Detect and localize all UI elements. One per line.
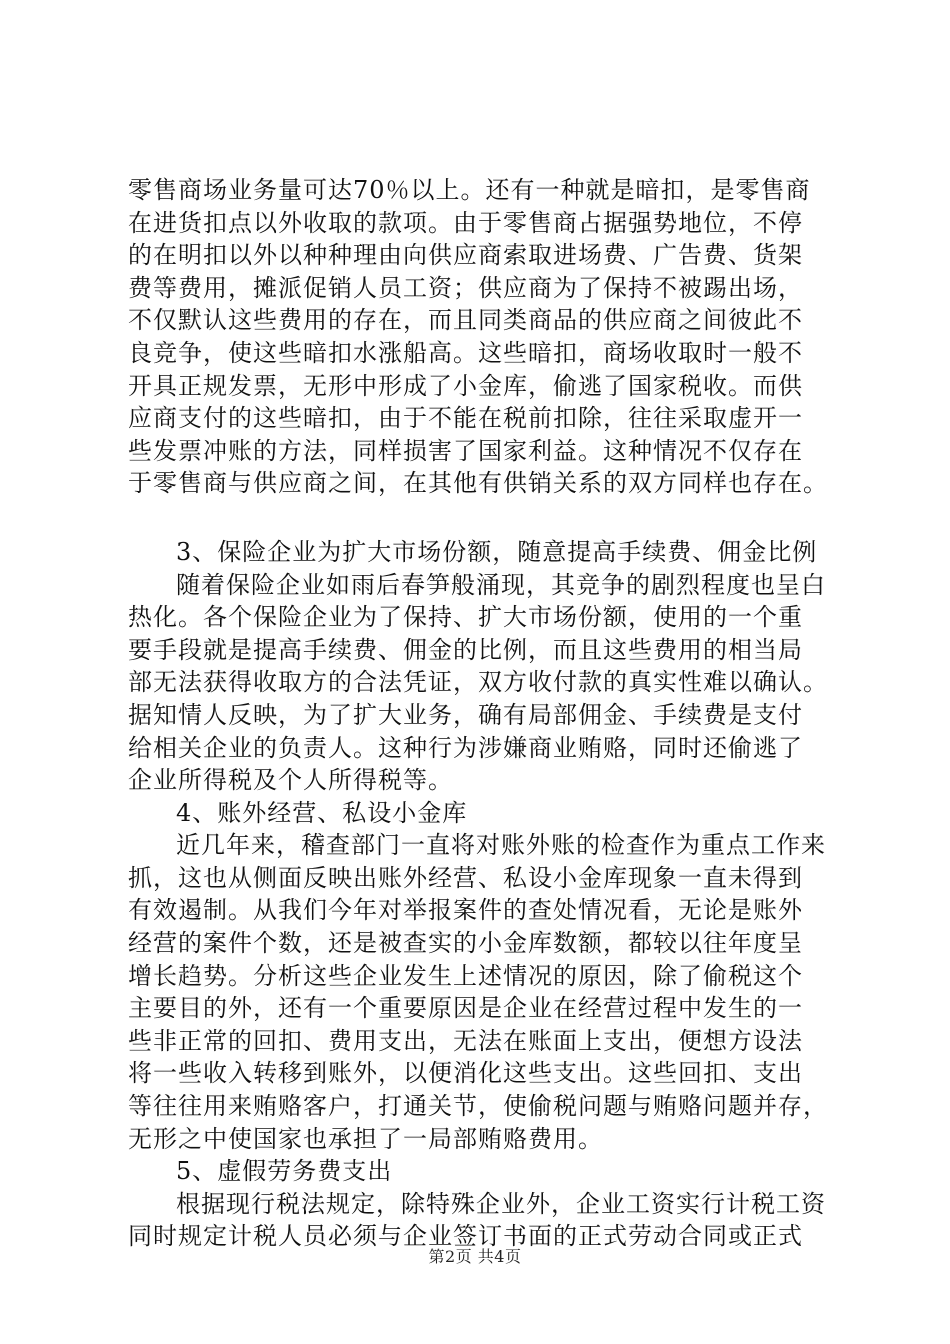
paragraph-insurance: [128, 569, 848, 797]
text-line: 有效遏制。从我们今年对举报案件的查处情况看，无论是账外: [128, 896, 803, 925]
text-line: 据知情人反映，为了扩大业务，确有局部佣金、手续费是支付: [128, 700, 803, 729]
text-line: 应商支付的这些暗扣，由于不能在税前扣除，往往采取虚开一: [128, 404, 803, 433]
paragraph-off-book: [128, 829, 848, 1155]
section-heading-3: 3、保险企业为扩大市场份额，随意提高手续费、佣金比例: [176, 537, 818, 566]
section-heading-4: 4、账外经营、私设小金库: [176, 798, 468, 827]
paragraph-retail-rebates: [128, 174, 848, 500]
document-body: [128, 174, 848, 1253]
text-line: 根据现行税法规定，除特殊企业外，企业工资实行计税工资: [176, 1189, 826, 1218]
paragraph-spacer: [128, 500, 848, 536]
text-line: 要手段就是提高手续费、佣金的比例，而且这些费用的相当局: [128, 635, 803, 664]
text-line: 零售商场业务量可达70％以上。还有一种就是暗扣，是零售商: [128, 176, 811, 204]
text-line: 同时规定计税人员必须与企业签订书面的正式劳动合同或正式: [128, 1222, 803, 1251]
text-line: 费等费用，摊派促销人员工资；供应商为了保持不被踢出场，: [128, 273, 803, 302]
text-line: 些非正常的回扣、费用支出，无法在账面上支出，便想方设法: [128, 1026, 803, 1055]
section-heading-5: 5、虚假劳务费支出: [176, 1157, 393, 1186]
text-line: 部无法获得收取方的合法凭证，双方收付款的真实性难以确认。: [128, 668, 828, 697]
text-line: 热化。各个保险企业为了保持、扩大市场份额，使用的一个重: [128, 603, 803, 632]
text-line: 经营的案件个数，还是被查实的小金库数额，都较以往年度呈: [128, 929, 803, 958]
text-line: 近几年来，稽查部门一直将对账外账的检查作为重点工作来: [176, 831, 826, 860]
page-footer: 第2页 共4页: [428, 1247, 522, 1266]
text-line: 不仅默认这些费用的存在，而且同类商品的供应商之间彼此不: [128, 306, 803, 335]
text-line: 等往往用来贿赂客户，打通关节，使偷税问题与贿赂问题并存，: [128, 1092, 828, 1121]
text-line: 些发票冲账的方法，同样损害了国家利益。这种情况不仅存在: [128, 436, 803, 465]
text-line: 开具正规发票，无形中形成了小金库，偷逃了国家税收。而供: [128, 371, 803, 400]
text-line: 在进货扣点以外收取的款项。由于零售商占据强势地位，不停: [128, 208, 803, 237]
text-line: 随着保险企业如雨后春笋般涌现，其竞争的剧烈程度也呈白: [176, 570, 826, 599]
text-line: 的在明扣以外以种种理由向供应商索取进场费、广告费、货架: [128, 241, 803, 270]
text-line: 将一些收入转移到账外，以便消化这些支出。这些回扣、支出: [128, 1059, 803, 1088]
text-line: 无形之中使国家也承担了一局部贿赂费用。: [128, 1124, 603, 1153]
text-line: 于零售商与供应商之间，在其他有供销关系的双方同样也存在。: [128, 469, 828, 498]
text-line: 良竞争，使这些暗扣水涨船高。这些暗扣，商场收取时一般不: [128, 338, 803, 367]
text-line: 企业所得税及个人所得税等。: [128, 766, 453, 795]
text-line: 主要目的外，还有一个重要原因是企业在经营过程中发生的一: [128, 994, 803, 1023]
text-line: 抓，这也从侧面反映出账外经营、私设小金库现象一直未得到: [128, 863, 803, 892]
text-line: 增长趋势。分析这些企业发生上述情况的原因，除了偷税这个: [128, 961, 803, 990]
text-line: 给相关企业的负责人。这种行为涉嫌商业贿赂，同时还偷逃了: [128, 733, 803, 762]
